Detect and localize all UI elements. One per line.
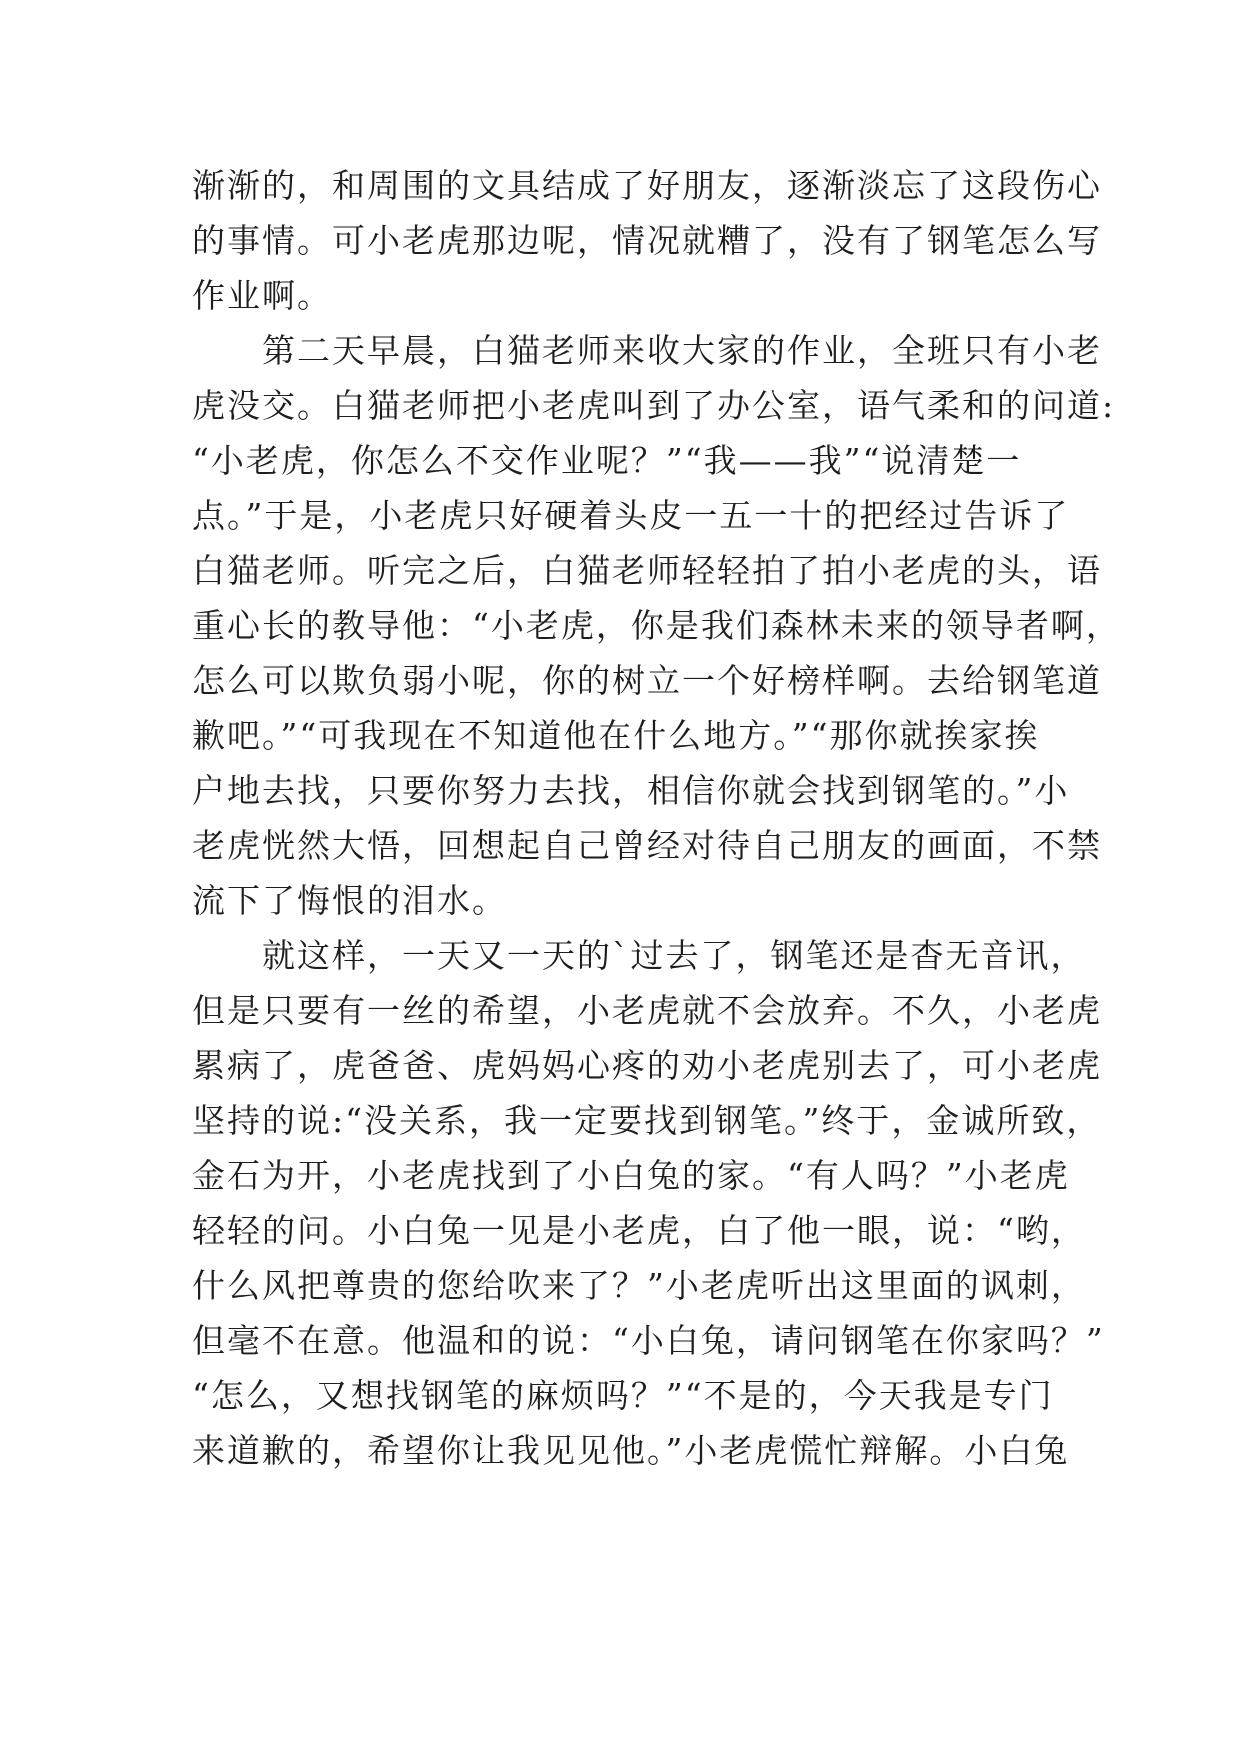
- text-line: 但是只要有一丝的希望，小老虎就不会放弃。不久，小老虎: [192, 991, 1102, 1030]
- text-line: 重心长的教导他：“小老虎，你是我们森林未来的领导者啊，: [192, 606, 1121, 645]
- text-line: 白猫老师。听完之后，白猫老师轻轻拍了拍小老虎的头，语: [192, 551, 1102, 590]
- text-line: 来道歉的，希望你让我见见他。”小老虎慌忙辩解。小白兔: [192, 1431, 1070, 1470]
- text-line: 什么风把尊贵的您给吹来了？”小老虎听出这里面的讽刺，: [192, 1266, 1086, 1305]
- text-line: 的事情。可小老虎那边呢，情况就糟了，没有了钢笔怎么写: [192, 221, 1102, 260]
- text-line: 累病了，虎爸爸、虎妈妈心疼的劝小老虎别去了，可小老虎: [192, 1046, 1102, 1085]
- text-line: 但毫不在意。他温和的说：“小白兔，请问钢笔在你家吗？”: [192, 1321, 1105, 1360]
- text-line: 金石为开，小老虎找到了小白兔的家。“有人吗？”小老虎: [192, 1156, 1070, 1195]
- text-line: 户地去找，只要你努力去找，相信你就会找到钢笔的。”小: [192, 771, 1070, 810]
- text-line: 坚持的说:“没关系，我一定要找到钢笔。”终于，金诚所致，: [192, 1101, 1102, 1140]
- text-line: 第二天早晨，白猫老师来收大家的作业，全班只有小老: [192, 331, 1102, 370]
- text-line: 渐渐的，和周围的文具结成了好朋友，逐渐淡忘了这段伤心: [192, 166, 1102, 205]
- text-line: “怎么，又想找钢笔的麻烦吗？”“不是的，今天我是专门: [192, 1376, 1054, 1415]
- text-line: 歉吧。”“可我现在不知道他在什么地方。”“那你就挨家挨: [192, 716, 1040, 755]
- text-line: 就这样，一天又一天的`过去了，钢笔还是杳无音讯，: [192, 936, 1086, 975]
- text-line: 虎没交。白猫老师把小老虎叫到了办公室，语气柔和的问道:: [192, 386, 1116, 425]
- text-line: 流下了悔恨的泪水。: [192, 881, 507, 920]
- body-text: [192, 158, 1121, 1478]
- text-line: 怎么可以欺负弱小呢，你的树立一个好榜样啊。去给钢笔道: [192, 661, 1102, 700]
- text-line: 点。”于是，小老虎只好硬着头皮一五一十的把经过告诉了: [192, 496, 1070, 535]
- text-line: 老虎恍然大悟，回想起自己曾经对待自己朋友的画面，不禁: [192, 826, 1102, 865]
- text-line: “小老虎，你怎么不交作业呢？”“我——我”“说清楚一: [192, 441, 1022, 480]
- text-line: 轻轻的问。小白兔一见是小老虎，白了他一眼，说：“哟，: [192, 1211, 1086, 1250]
- text-line: 作业啊。: [192, 276, 332, 315]
